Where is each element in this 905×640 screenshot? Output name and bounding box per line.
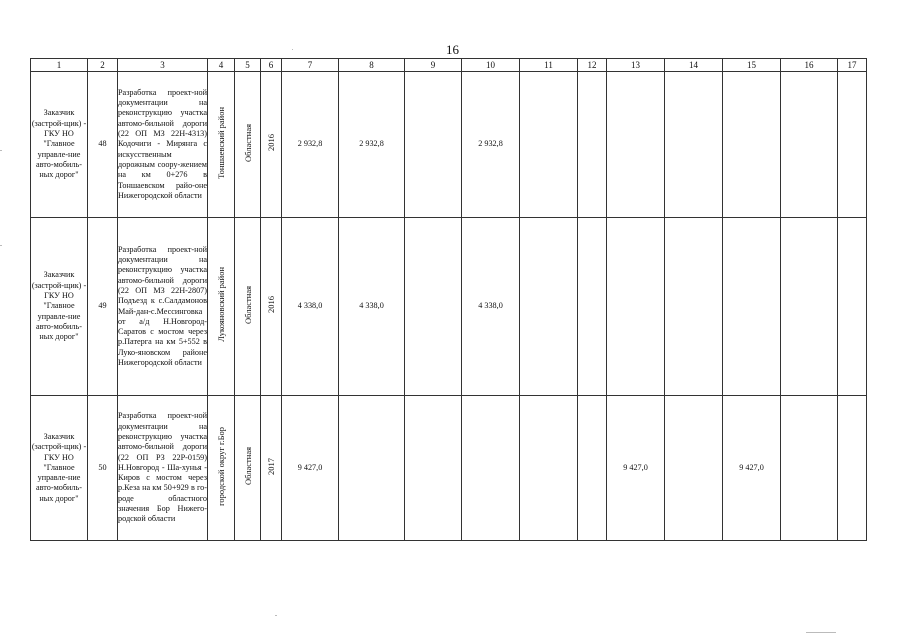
value-cell-17 xyxy=(838,396,867,541)
column-header: 5 xyxy=(235,59,261,72)
district-cell xyxy=(208,396,235,541)
column-header: 16 xyxy=(781,59,838,72)
row-number-cell: 50 xyxy=(88,396,118,541)
level-text: Областная xyxy=(242,285,253,324)
description-cell: Разработка проект-ной документации на реконструкцию участка автомо-бильной дороги (22 ОП МЗ 22Н-4313) Кодочиги - Мирянга с искусственным дорожным соору-жением на км 0+276 в Тоншаевском райо-оне Нижегородской области xyxy=(118,72,208,218)
value-cell-16 xyxy=(781,396,838,541)
column-header: 13 xyxy=(607,59,665,72)
value-cell-16 xyxy=(781,72,838,218)
value-cell-8: 2 932,8 xyxy=(339,72,405,218)
scan-speck xyxy=(806,632,836,633)
value-cell-13 xyxy=(607,72,665,218)
year-cell xyxy=(261,218,282,396)
column-header: 7 xyxy=(282,59,339,72)
value-cell-9 xyxy=(405,218,462,396)
customer-cell: Заказчик (застрой-щик) - ГКУ НО "Главное управле-ние авто-мобиль-ных дорог" xyxy=(31,218,88,396)
value-cell-10: 4 338,0 xyxy=(462,218,520,396)
value-cell-14 xyxy=(665,72,723,218)
value-cell-12 xyxy=(578,218,607,396)
level-cell xyxy=(235,218,261,396)
value-cell-12 xyxy=(578,72,607,218)
district-text: городской округ г.Бор xyxy=(216,426,226,506)
value-cell-8: 4 338,0 xyxy=(339,218,405,396)
district-text: Тоншаевский район xyxy=(216,106,226,179)
value-cell-10 xyxy=(462,396,520,541)
column-header: 11 xyxy=(520,59,578,72)
value-cell-14 xyxy=(665,218,723,396)
table-row xyxy=(31,218,867,396)
value-cell-7: 4 338,0 xyxy=(282,218,339,396)
level-cell xyxy=(235,72,261,218)
value-cell-15 xyxy=(723,72,781,218)
district-text: Лукояновский район xyxy=(216,267,226,343)
value-cell-10: 2 932,8 xyxy=(462,72,520,218)
column-number-row xyxy=(31,59,867,72)
value-cell-13 xyxy=(607,218,665,396)
customer-cell: Заказчик (застрой-щик) - ГКУ НО "Главное управле-ние авто-мобиль-ных дорог" xyxy=(31,72,88,218)
value-cell-17 xyxy=(838,218,867,396)
year-cell xyxy=(261,72,282,218)
level-text: Областная xyxy=(242,447,253,486)
column-header: 9 xyxy=(405,59,462,72)
value-cell-16 xyxy=(781,218,838,396)
scan-speck xyxy=(0,150,2,151)
scan-speck xyxy=(292,49,293,50)
level-cell xyxy=(235,396,261,541)
year-text: 2016 xyxy=(266,134,276,152)
table-row xyxy=(31,72,867,218)
level-text: Областная xyxy=(242,123,253,162)
value-cell-7: 2 932,8 xyxy=(282,72,339,218)
column-header: 15 xyxy=(723,59,781,72)
page-number: 16 xyxy=(446,42,459,57)
value-cell-11 xyxy=(520,72,578,218)
column-header: 2 xyxy=(88,59,118,72)
year-text: 2017 xyxy=(266,457,276,475)
description-cell: Разработка проект-ной документации на реконструкцию участка автомо-бильной дороги (22 ОП РЗ 22Р-0159) Н.Новгород - Ша-хунья - Киров с мостом через р.Кеза на км 50+929 в го-роде областного значения Бор Нижего-родской области xyxy=(118,396,208,541)
customer-cell: Заказчик (застрой-щик) - ГКУ НО "Главное управле-ние авто-мобиль-ных дорог" xyxy=(31,396,88,541)
column-header: 10 xyxy=(462,59,520,72)
value-cell-12 xyxy=(578,396,607,541)
row-number-cell: 48 xyxy=(88,72,118,218)
value-cell-17 xyxy=(838,72,867,218)
data-table xyxy=(30,58,867,541)
value-cell-13: 9 427,0 xyxy=(607,396,665,541)
table-row xyxy=(31,396,867,541)
value-cell-8 xyxy=(339,396,405,541)
column-header: 6 xyxy=(261,59,282,72)
district-cell xyxy=(208,218,235,396)
value-cell-9 xyxy=(405,396,462,541)
column-header: 12 xyxy=(578,59,607,72)
column-header: 17 xyxy=(838,59,867,72)
column-header: 4 xyxy=(208,59,235,72)
value-cell-15 xyxy=(723,218,781,396)
value-cell-7: 9 427,0 xyxy=(282,396,339,541)
value-cell-15: 9 427,0 xyxy=(723,396,781,541)
year-text: 2016 xyxy=(266,296,276,314)
column-header: 14 xyxy=(665,59,723,72)
scan-speck xyxy=(275,615,277,616)
value-cell-11 xyxy=(520,218,578,396)
description-cell: Разработка проект-ной документации на реконструкцию участка автомо-бильной дороги (22 ОП МЗ 22Н-2807) Подъезд к с.Салдамонов Май-дан-с.Мессинговка от а/д Н.Новгород-Саратов с мостом через р.Патерга на км 5+552 в Луко-яновском районе Нижегородской области xyxy=(118,218,208,396)
column-header: 8 xyxy=(339,59,405,72)
value-cell-11 xyxy=(520,396,578,541)
district-cell xyxy=(208,72,235,218)
scan-speck xyxy=(0,245,2,246)
column-header: 1 xyxy=(31,59,88,72)
row-number-cell: 49 xyxy=(88,218,118,396)
value-cell-14 xyxy=(665,396,723,541)
year-cell xyxy=(261,396,282,541)
value-cell-9 xyxy=(405,72,462,218)
column-header: 3 xyxy=(118,59,208,72)
